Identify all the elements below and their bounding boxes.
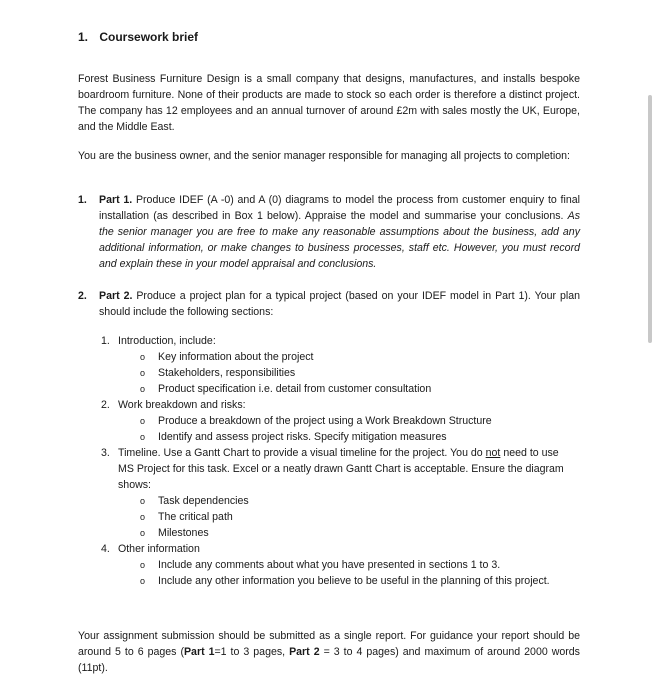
bullet-icon: o (140, 368, 146, 378)
section-number: 2. (101, 399, 110, 411)
intro-paragraph: Forest Business Furniture Design is a small company that designs, manufactures, and installs bespoke boardroom furniture. None of their products are made to stock so each order is therefore a distinct project. The company has 12 employees and an annual turnover of around £2m with sales mostly the UK, Europe, and the Middle East. (78, 73, 580, 133)
section-title: Work breakdown and risks: (118, 399, 246, 411)
vertical-scrollbar[interactable] (648, 95, 652, 343)
part-1-body (99, 192, 580, 272)
list-item: o Include any other information you believe to be useful in the planning of this project. (140, 575, 550, 587)
submission-paragraph: Your assignment submission should be submitted as a single report. For guidance your report should be around 5 to 6 pages (Part 1=1 to 3 pages, Part 2 = 3 to 4 pages) and maximum of around 2000 words (11pt). (78, 630, 580, 674)
part-2-body (99, 288, 580, 320)
list-item: o The critical path (140, 511, 233, 523)
section-number: 1. (101, 335, 110, 347)
section-introduction (101, 333, 571, 397)
heading-number: 1. (78, 30, 89, 44)
section-heading (78, 29, 198, 45)
part-1-italic: As the senior manager you are free to make any reasonable assumptions about the business, add any additional information, or make changes to business processes, staff etc. However, you must record and explain these in your model appraisal and conclusions. (99, 210, 580, 270)
section-title: Introduction, include: (118, 335, 216, 347)
bullet-icon: o (140, 432, 146, 442)
part-2-number: 2. (78, 290, 87, 302)
list-item: o Include any comments about what you have presented in sections 1 to 3. (140, 559, 501, 571)
section-text: Timeline. Use a Gantt Chart to provide a visual timeline for the project. You do not need to use MS Project for this task. Excel or a neatly drawn Gantt Chart is acceptable. Ensure the diagram shows: (118, 447, 564, 491)
role-paragraph: You are the business owner, and the senior manager responsible for managing all projects to completion: (78, 150, 570, 162)
bullet-list (140, 413, 571, 445)
bullet-icon: o (140, 496, 146, 506)
section-title: Other information (118, 543, 200, 555)
part-2-item (78, 288, 580, 320)
part-1-number: 1. (78, 194, 87, 206)
bullet-icon: o (140, 512, 146, 522)
section-number: 3. (101, 447, 110, 459)
part-2-label: Part 2. (99, 290, 133, 302)
list-item: o Milestones (140, 527, 209, 539)
part-1-text: Produce IDEF (A -0) and A (0) diagrams to model the process from customer enquiry to final installation (as described in Box 1 below). Appraise the model and summarise your conclusions. (99, 194, 580, 222)
section-number: 4. (101, 543, 110, 555)
bullet-list (140, 349, 571, 397)
list-item: o Produce a breakdown of the project using a Work Breakdown Structure (140, 415, 492, 427)
list-item: o Stakeholders, responsibilities (140, 367, 296, 379)
section-other-information (101, 541, 571, 589)
bullet-icon: o (140, 560, 146, 570)
list-item: o Task dependencies (140, 495, 249, 507)
bullet-icon: o (140, 576, 146, 586)
part-2-text: Produce a project plan for a typical project (based on your IDEF model in Part 1). Your plan should include the following sections: (99, 290, 580, 318)
emphasis-not: not (485, 447, 501, 459)
bullet-icon: o (140, 416, 146, 426)
bullet-icon: o (140, 352, 146, 362)
list-item: o Identify and assess project risks. Specify mitigation measures (140, 431, 447, 443)
section-work-breakdown (101, 397, 571, 445)
list-item: o Product specification i.e. detail from customer consultation (140, 383, 432, 395)
part-1-item (78, 192, 580, 272)
heading-title: Coursework brief (99, 30, 199, 44)
bullet-icon: o (140, 384, 146, 394)
part-1-label: Part 1. (99, 194, 133, 206)
bullet-icon: o (140, 528, 146, 538)
bullet-list (140, 493, 571, 541)
section-timeline (101, 445, 571, 541)
list-item: o Key information about the project (140, 351, 314, 363)
bullet-list (140, 557, 571, 589)
